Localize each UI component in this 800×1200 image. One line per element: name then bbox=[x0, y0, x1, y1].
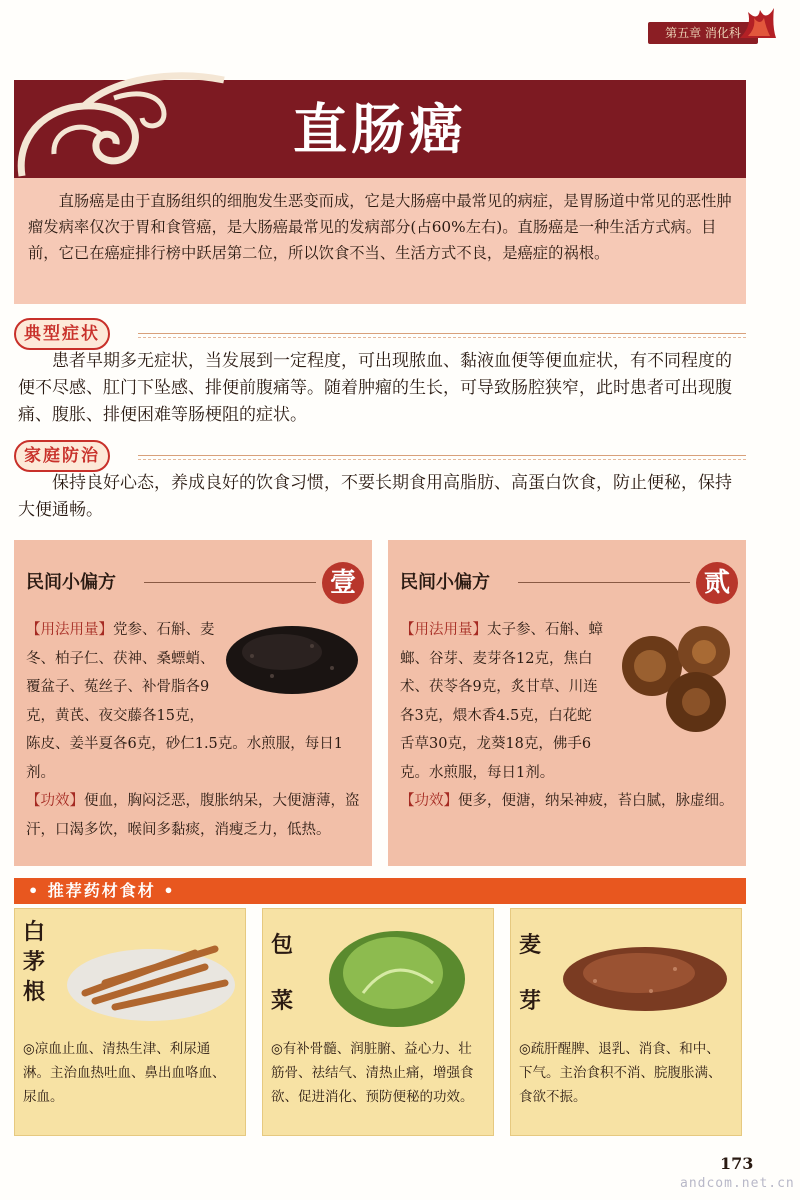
ingredient-card-2 bbox=[262, 908, 494, 1136]
intro-paragraph: 直肠癌是由于直肠组织的细胞发生恶变而成，它是大肠癌中最常见的病症，是胃肠道中常见的恶性肿瘤发病率仅次于胃和食管癌，是大肠癌最常见的发病部分(占60%左右)。直肠癌是一种生活方式病。目前，它已在癌症排行榜中跃居第二位，所以饮食不当、生活方式不良，是癌症的祸根。 bbox=[28, 192, 732, 262]
usage-label: 【用法用量】 bbox=[26, 622, 113, 638]
divider bbox=[144, 582, 316, 583]
remedy-title: 民间小偏方 bbox=[400, 572, 490, 593]
cloud-swirl-icon bbox=[14, 58, 244, 178]
remedy-card-2 bbox=[388, 540, 746, 866]
ingredient-card-1 bbox=[14, 908, 246, 1136]
cabbage-icon bbox=[303, 923, 487, 1031]
effect-label: 【功效】 bbox=[400, 793, 458, 809]
divider bbox=[138, 333, 746, 334]
divider bbox=[138, 337, 746, 338]
ingredient-desc: ◎凉血止血、清热生津、利尿通淋。主治血热吐血、鼻出血咯血、尿血。 bbox=[23, 1041, 226, 1105]
page-title: 直肠癌 bbox=[293, 97, 467, 161]
ingredient-desc: ◎疏肝醒脾、退乳、消食、和中、下气。主治食积不消、脘腹胀满、食欲不振。 bbox=[519, 1041, 722, 1105]
seal-badge: 壹 bbox=[322, 562, 364, 604]
remedy-body bbox=[26, 616, 362, 844]
ingredient-desc: ◎有补骨髓、润脏腑、益心力、壮筋骨、祛结气、清热止痛，增强食欲、促进消化、预防便秘的功效。 bbox=[271, 1041, 474, 1105]
flame-ornament-icon bbox=[738, 6, 778, 40]
ingredient-name: 白茅根 bbox=[22, 919, 45, 1005]
remedy-body bbox=[400, 616, 736, 816]
effect-label: 【功效】 bbox=[26, 793, 84, 809]
recommend-label: • 推荐药材食材 • bbox=[28, 881, 176, 900]
prevention-paragraph: 保持良好心态，养成良好的饮食习惯，不要长期食用高脂肪、高蛋白饮食，防止便秘，保持大便通畅。 bbox=[18, 473, 732, 520]
divider bbox=[518, 582, 690, 583]
black-seeds-image bbox=[222, 616, 362, 698]
ingredient-name: 麦芽 bbox=[518, 932, 541, 1014]
section-header-prevention bbox=[14, 438, 746, 472]
divider bbox=[138, 455, 746, 456]
root-icon bbox=[55, 923, 239, 1027]
usage-text: 党参、石斛、麦冬、柏子仁、茯神、桑螵蛸、覆盆子、菟丝子、补骨脂各9克，黄芪、夜交藤各15克，陈皮、姜半夏各6克，砂仁1.5克。水煎服，每日1剂。 bbox=[26, 622, 344, 781]
page-number: 173 bbox=[720, 1154, 754, 1173]
section-label: 家庭防治 bbox=[14, 440, 110, 472]
divider bbox=[138, 459, 746, 460]
section-header-symptoms bbox=[14, 316, 746, 350]
malt-icon bbox=[555, 929, 735, 1021]
watermark: andcom.net.cn bbox=[680, 1176, 795, 1191]
usage-label: 【用法用量】 bbox=[400, 622, 487, 638]
remedy-title: 民间小偏方 bbox=[26, 572, 116, 593]
seal-badge: 贰 bbox=[696, 562, 738, 604]
section-label: 典型症状 bbox=[14, 318, 110, 350]
ingredient-name: 包菜 bbox=[270, 932, 293, 1014]
effect-text: 便血，胸闷泛恶，腹胀纳呆，大便溏薄，盗汗，口渴多饮，喉间多黏痰，消瘦乏力，低热。 bbox=[26, 793, 360, 838]
remedy-card-1 bbox=[14, 540, 372, 866]
effect-text: 便多，便溏，纳呆神疲，苔白腻，脉虚细。 bbox=[458, 793, 734, 809]
chapter-tag: 第五章 消化科 bbox=[648, 22, 758, 44]
ingredient-card-3 bbox=[510, 908, 742, 1136]
herb-balls-image bbox=[612, 616, 736, 736]
symptoms-paragraph: 患者早期多无症状，当发展到一定程度，可出现脓血、黏液血便等便血症状，有不同程度的便不尽感、肛门下坠感、排便前腹痛等。随着肿瘤的生长，可导致肠腔狭窄，此时患者可出现腹痛、腹胀、排便困难等肠梗阻的症状。 bbox=[18, 351, 732, 425]
usage-text: 太子参、石斛、蟑螂、谷芽、麦芽各12克，焦白术、茯苓各9克，炙甘草、川连各3克，煨木香4.5克，白花蛇舌草30克，龙葵18克，佛手6克。水煎服，每日1剂。 bbox=[400, 622, 603, 781]
